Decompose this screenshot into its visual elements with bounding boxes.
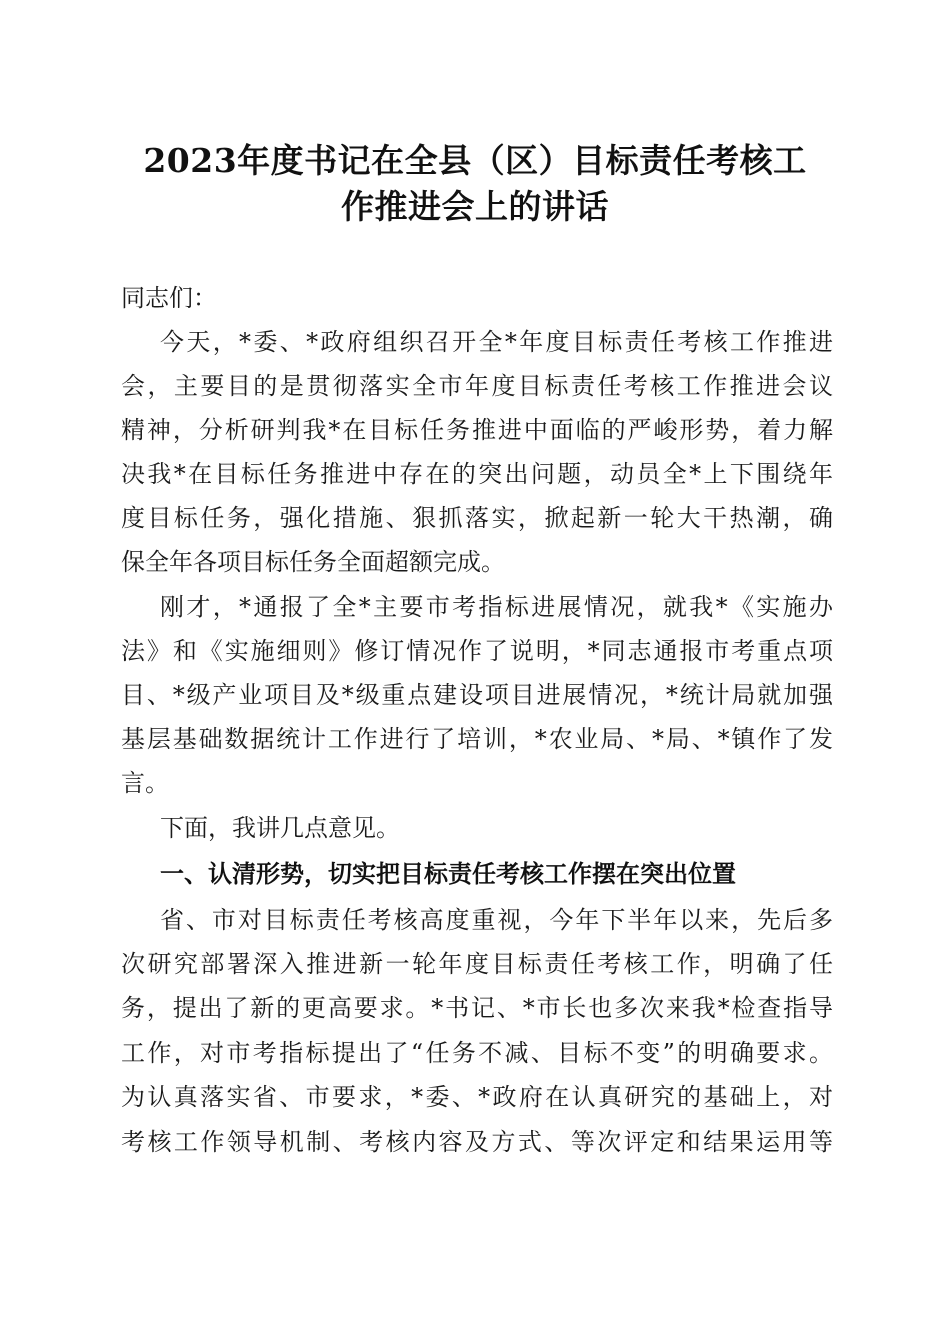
paragraph-1-line: 今天，*委、*政府组织召开全*年度目标责任考核工作推进	[160, 328, 833, 356]
paragraph-4-line: 省、市对目标责任考核高度重视，今年下半年以来，先后多	[160, 906, 833, 934]
salutation: 同志们：	[121, 284, 217, 312]
paragraph-1-line: 度目标任务，强化措施、狠抓落实，掀起新一轮大干热潮，确	[121, 504, 833, 532]
paragraph-2-line: 刚才，*通报了全*主要市考指标进展情况，就我*《实施办	[160, 593, 833, 621]
section-heading-1: 一、认清形势，切实把目标责任考核工作摆在突出位置	[160, 859, 736, 888]
paragraph-2-line: 目、*级产业项目及*级重点建设项目进展情况，*统计局就加强	[121, 681, 833, 709]
paragraph-3: 下面，我讲几点意见。	[160, 814, 400, 842]
paragraph-4-line: 工作，对市考指标提出了“任务不减、目标不变”的明确要求。	[121, 1039, 833, 1067]
paragraph-2-line: 基层基础数据统计工作进行了培训，*农业局、*局、*镇作了发	[121, 725, 833, 753]
paragraph-2-line: 言。	[121, 769, 169, 797]
paragraph-1-line: 保全年各项目标任务全面超额完成。	[121, 548, 505, 576]
paragraph-4-line: 考核工作领导机制、考核内容及方式、等次评定和结果运用等	[121, 1128, 833, 1156]
paragraph-4-line: 为认真落实省、市要求，*委、*政府在认真研究的基础上，对	[121, 1083, 833, 1111]
paragraph-1-line: 会，主要目的是贯彻落实全市年度目标责任考核工作推进会议	[121, 372, 833, 400]
paragraph-1-line: 决我*在目标任务推进中存在的突出问题，动员全*上下围绕年	[121, 460, 833, 488]
document-title-line-1: 2023年度书记在全县（区）目标责任考核工	[143, 141, 807, 180]
paragraph-2-line: 法》和《实施细则》修订情况作了说明，*同志通报市考重点项	[121, 637, 833, 665]
paragraph-4-line: 次研究部署深入推进新一轮年度目标责任考核工作，明确了任	[121, 950, 833, 978]
document-title-line-2: 作推进会上的讲话	[341, 187, 609, 226]
paragraph-1-line: 精神，分析研判我*在目标任务推进中面临的严峻形势，着力解	[121, 416, 833, 444]
paragraph-4-line: 务，提出了新的更高要求。*书记、*市长也多次来我*检查指导	[121, 994, 833, 1022]
